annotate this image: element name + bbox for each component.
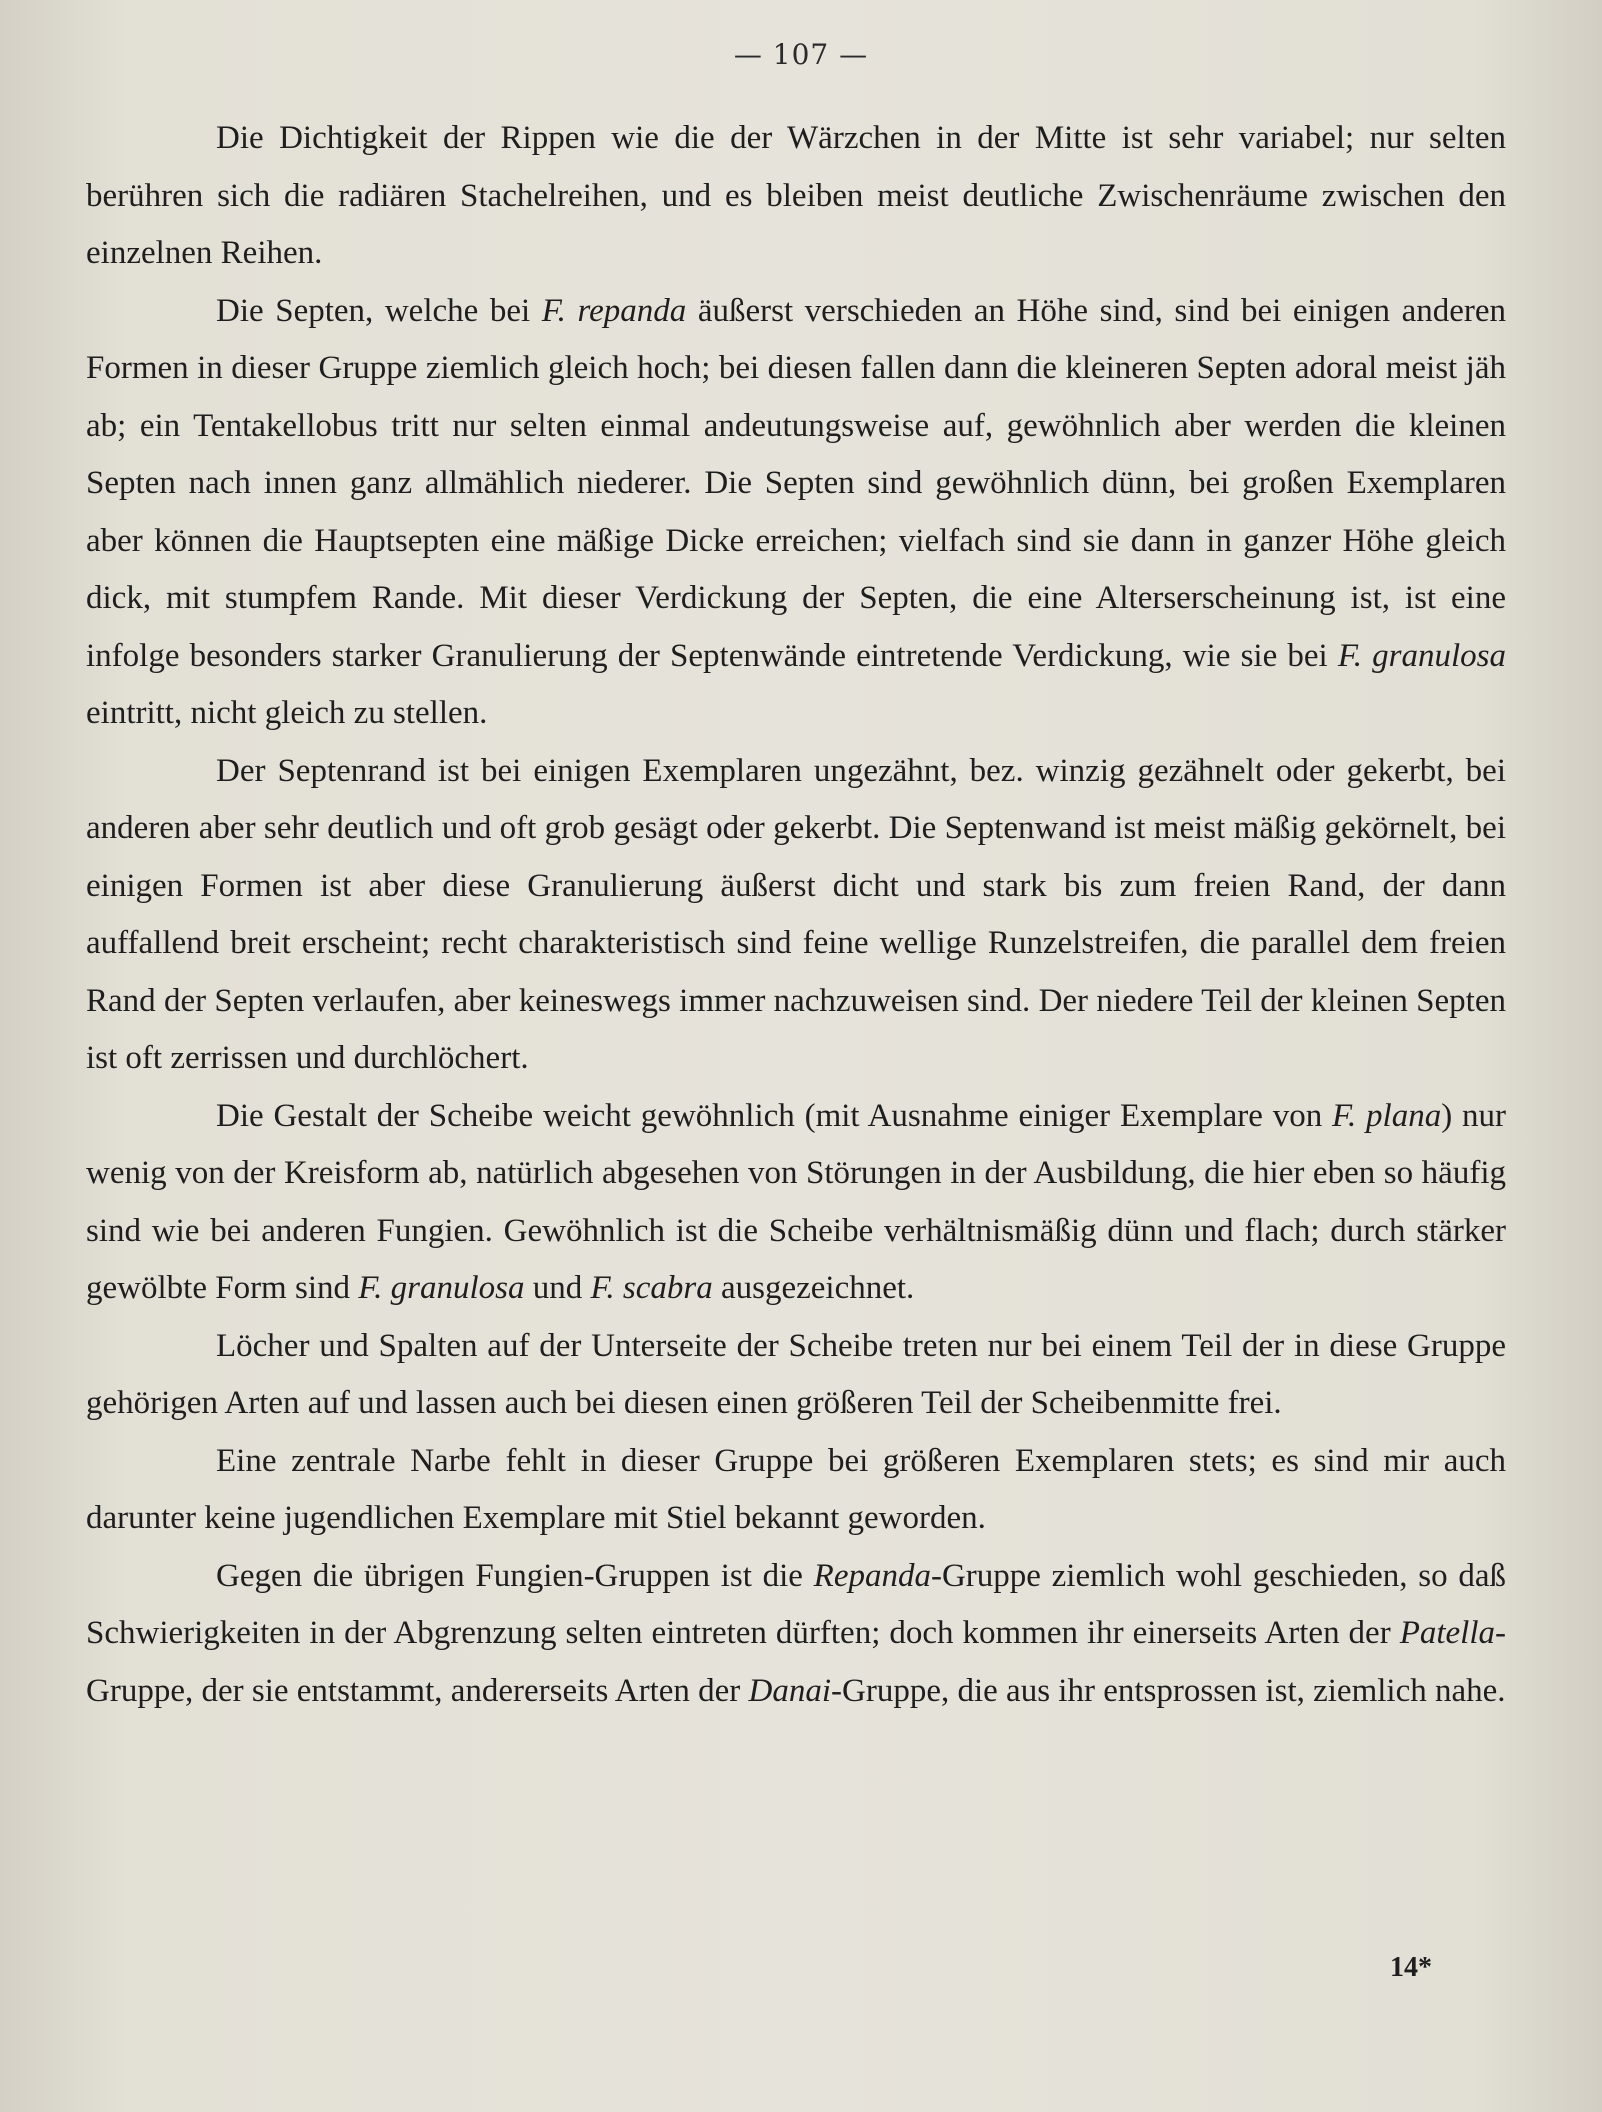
species-name: F. plana	[1332, 1097, 1442, 1134]
paragraph	[86, 1548, 1506, 1721]
text-segment: Die Dichtigkeit der Rippen wie die der Wärzchen in der Mitte ist sehr variabel; nur selten berühren sich die radiären Stachelreihen, und es bleiben meist deutliche Zwischenräume zwischen den einzelnen Reihen.	[86, 120, 1506, 271]
paragraph	[86, 110, 1506, 283]
group-name: Repanda	[813, 1557, 931, 1594]
species-name: F. granulosa	[1337, 637, 1506, 674]
signature-mark: 14*	[1390, 1952, 1432, 1983]
species-name: F. scabra	[590, 1270, 713, 1306]
text-segment: ausgezeichnet.	[712, 1270, 915, 1306]
body-text	[86, 110, 1506, 1720]
group-name: Patella	[1399, 1615, 1495, 1651]
paragraph	[86, 283, 1506, 743]
group-name: Danai	[748, 1672, 832, 1709]
text-segment: -Gruppe, die aus ihr entsprossen ist, ziemlich nahe.	[831, 1672, 1506, 1709]
paragraph	[86, 1318, 1506, 1433]
paragraph	[86, 1433, 1506, 1548]
paragraph	[86, 743, 1506, 1088]
text-segment: -Gruppe ziemlich wohl geschieden, so daß Schwierigkeiten in der Abgrenzung selten eintreten dürften; doch kommen ihr einerseits Arten der	[86, 1557, 1506, 1651]
species-name: F. granulosa	[358, 1270, 525, 1306]
paragraph	[86, 1088, 1506, 1318]
text-segment: ) nur wenig von der Kreisform ab, natürlich abgesehen von Störungen in der Ausbildung, die hier eben so häufig sind wie bei anderen Fungien. Gewöhnlich ist die Scheibe verhältnismäßig dünn und flach; durch stärker gewölbte Form sind	[86, 1097, 1507, 1306]
page-number: — 107 —	[733, 38, 869, 71]
text-segment: und	[524, 1270, 591, 1306]
text-segment: äußerst verschieden an Höhe sind, sind bei einigen anderen Formen in dieser Gruppe ziemlich gleich hoch; bei diesen fallen dann die kleineren Septen adoral meist jäh ab; ein Tentakellobus tritt nur selten einmal andeutungsweise auf, gewöhnlich aber werden die kleinen Septen nach innen ganz allmählich niederer. Die Septen sind gewöhnlich dünn, bei großen Exemplaren aber können die Hauptsepten eine mäßige Dicke erreichen; vielfach sind sie dann in ganzer Höhe gleich dick, mit stumpfem Rande. Mit dieser Verdickung der Septen, die eine Alterserscheinung ist, ist eine infolge besonders starker Granulierung der Septenwände eintretende Verdickung, wie sie bei	[86, 292, 1507, 674]
species-name: F. repanda	[541, 292, 687, 329]
text-segment: Der Septenrand ist bei einigen Exemplaren ungezähnt, bez. winzig gezähnelt oder gekerbt, bei anderen aber sehr deutlich und oft grob gesägt oder gekerbt. Die Septenwand ist meist mäßig gekörnelt, bei einigen Formen ist aber diese Granulierung äußerst dicht und stark bis zum freien Rand, der dann auffallend breit erscheint; recht charakteristisch sind feine wellige Runzelstreifen, die parallel dem freien Rand der Septen verlaufen, aber keineswegs immer nachzuweisen sind. Der niedere Teil der kleinen Septen ist oft zerrissen und durchlöchert.	[86, 752, 1506, 1076]
text-segment: -Gruppe, der sie entstammt, andererseits Arten der	[86, 1615, 1506, 1709]
text-segment: Gegen die übrigen Fungien-Gruppen ist die	[216, 1557, 814, 1594]
text-segment: Eine zentrale Narbe fehlt in dieser Gruppe bei größeren Exemplaren stets; es sind mir auch darunter keine jugendlichen Exemplare mit Stiel bekannt geworden.	[86, 1442, 1506, 1536]
text-segment: eintritt, nicht gleich zu stellen.	[86, 695, 488, 731]
text-segment: Die Septen, welche bei	[216, 292, 542, 329]
text-segment: Die Gestalt der Scheibe weicht gewöhnlich (mit Ausnahme einiger Exemplare von	[216, 1097, 1333, 1134]
text-segment: Löcher und Spalten auf der Unterseite der Scheibe treten nur bei einem Teil der in diese Gruppe gehörigen Arten auf und lassen auch bei diesen einen größeren Teil der Scheibenmitte frei.	[86, 1327, 1506, 1421]
